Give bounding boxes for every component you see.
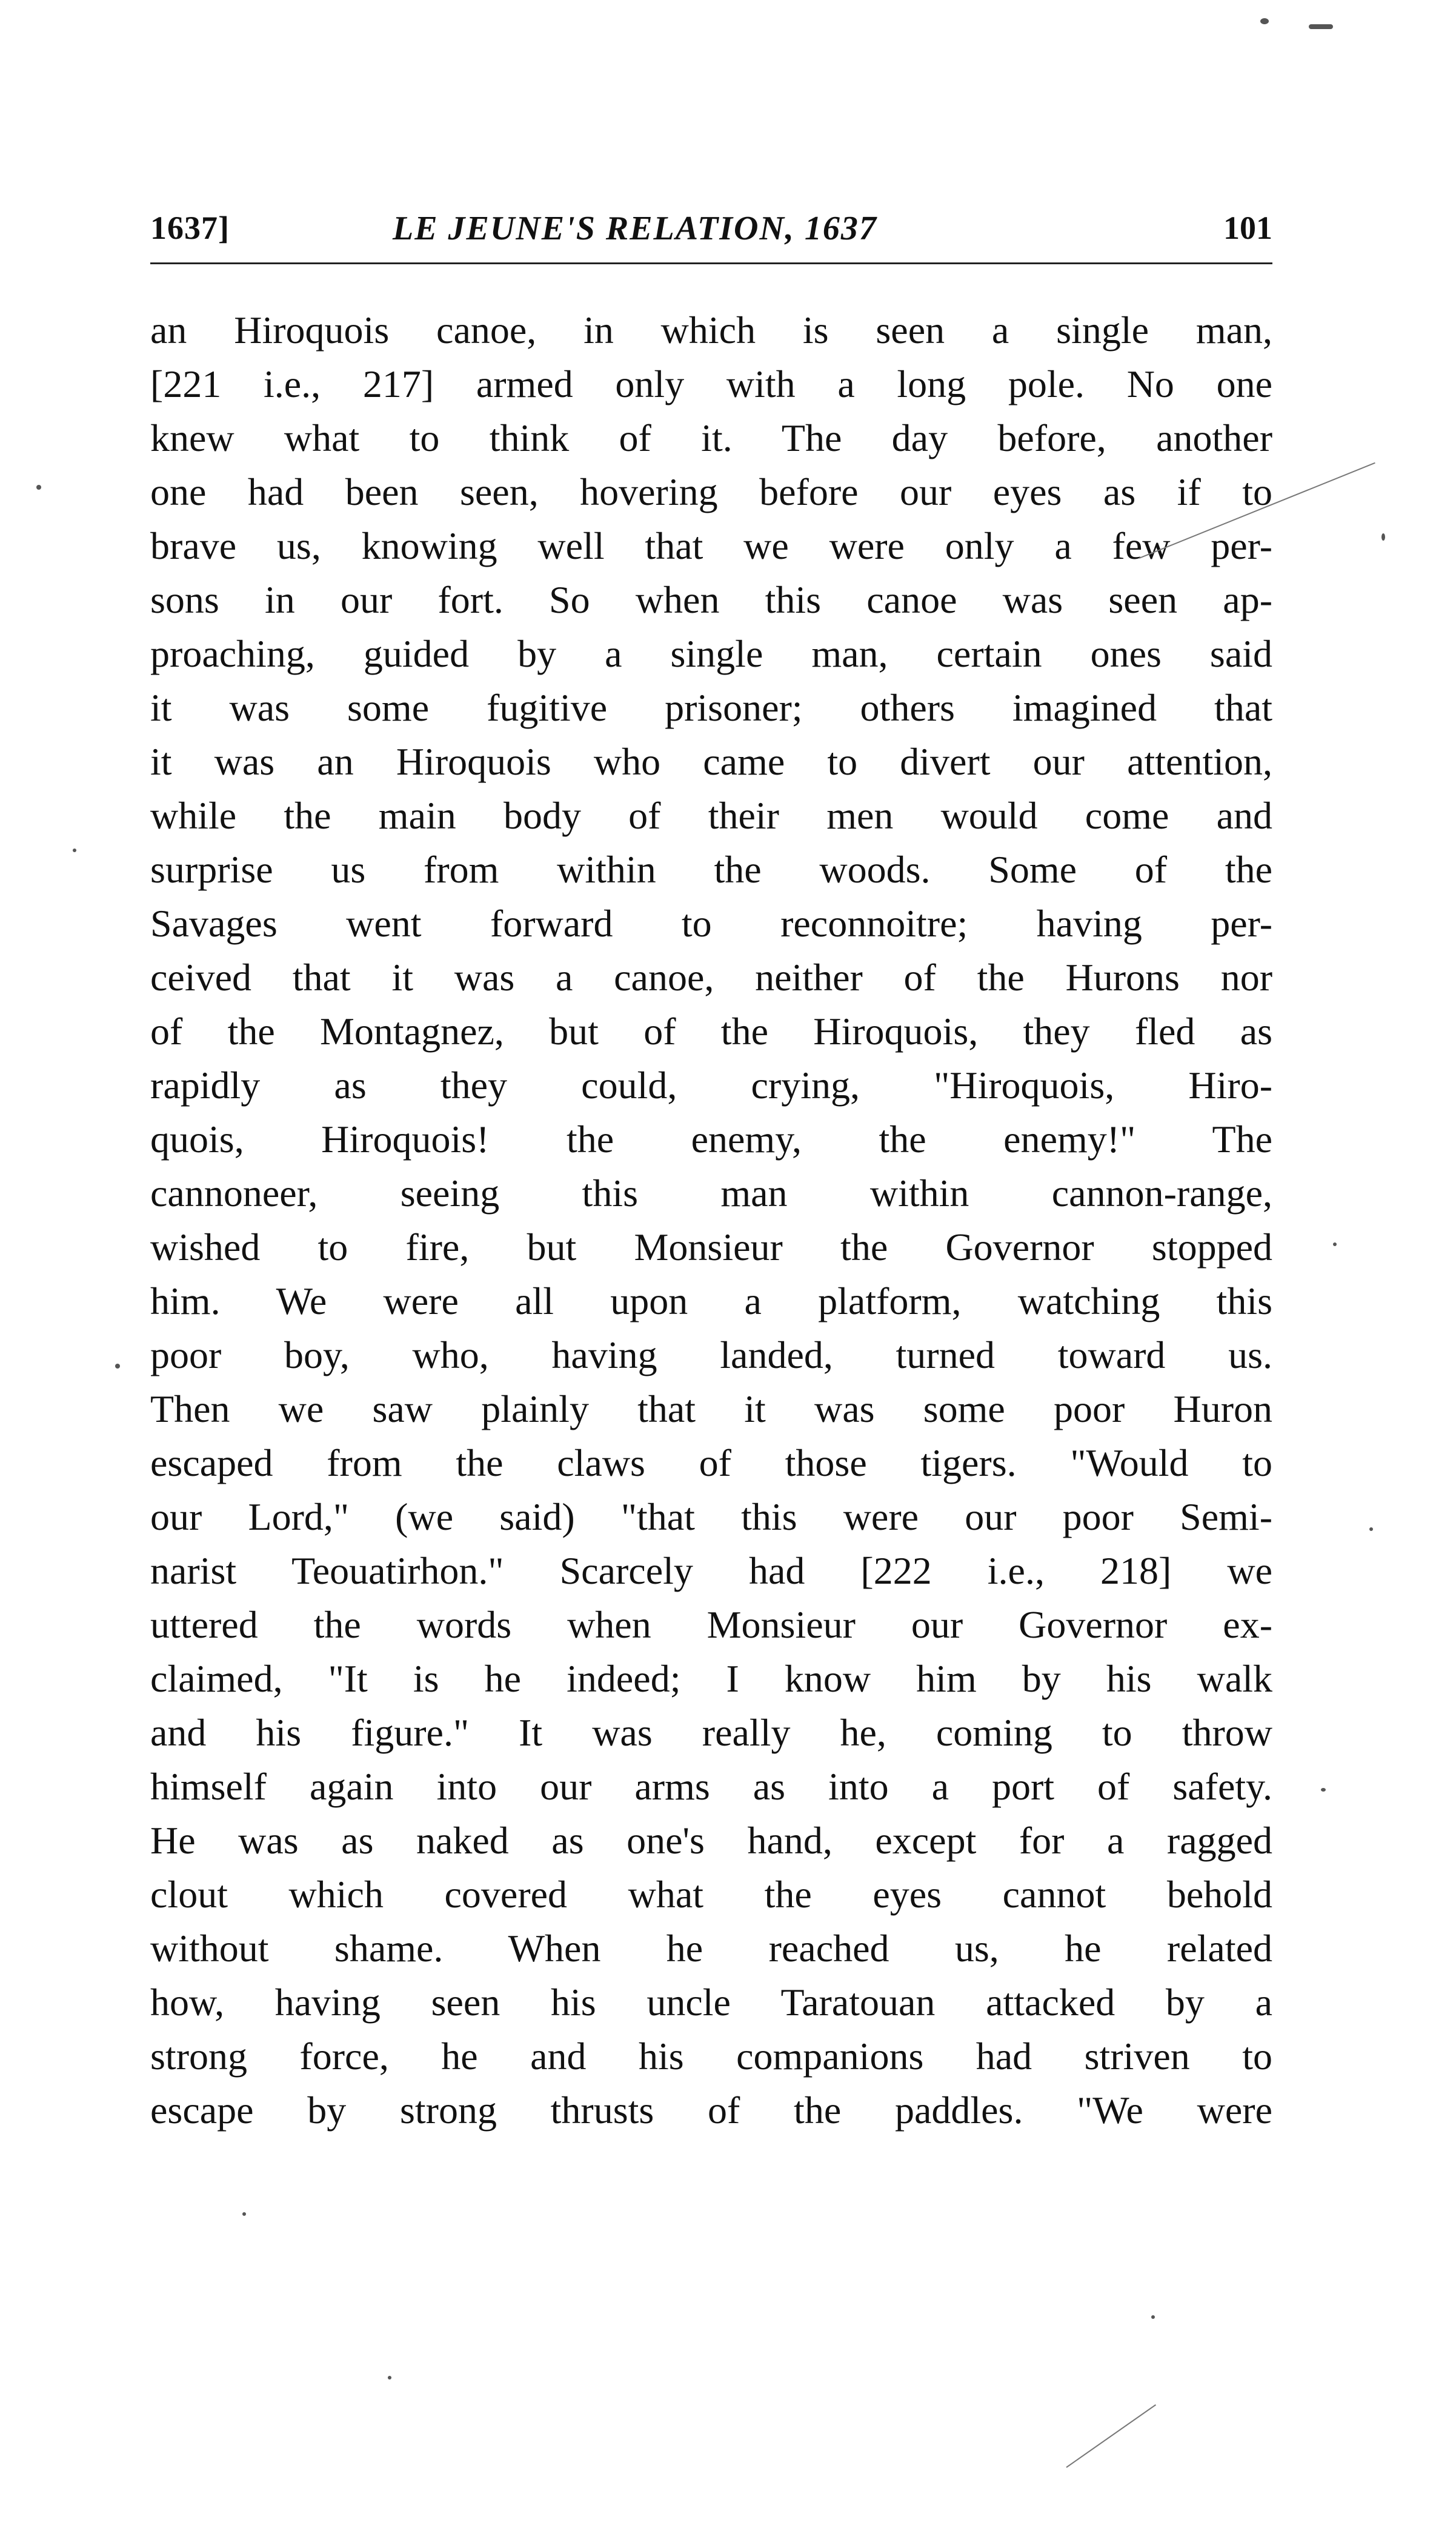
text-line: him. We were all upon a platform, watching this	[150, 1279, 1272, 1322]
scan-speck	[1381, 533, 1385, 541]
header-rule	[150, 262, 1272, 264]
text-line: an Hiroquois canoe, in which is seen a single man,	[150, 308, 1272, 352]
text-line: ceived that it was a canoe, neither of the Hurons nor	[150, 956, 1272, 999]
text-line: poor boy, who, having landed, turned toward us.	[150, 1333, 1272, 1376]
text-line: one had been seen, hovering before our eyes as if to	[150, 470, 1272, 513]
text-line: rapidly as they could, crying, "Hiroquois, Hiro-	[150, 1064, 1272, 1107]
text-line: of the Montagnez, but of the Hiroquois, they fled as	[150, 1010, 1272, 1053]
text-line: how, having seen his uncle Taratouan attacked by a	[150, 1981, 1272, 2024]
text-line: strong force, he and his companions had striven to	[150, 2035, 1272, 2078]
scan-speck	[388, 2376, 391, 2379]
running-head-year: 1637]	[150, 210, 230, 246]
scan-speck	[1321, 1788, 1326, 1792]
text-line: uttered the words when Monsieur our Governor ex-	[150, 1603, 1272, 1646]
text-line: He was as naked as one's hand, except for a ragged	[150, 1819, 1272, 1862]
text-line: it was some fugitive prisoner; others imagined that	[150, 686, 1272, 729]
text-line: while the main body of their men would come and	[150, 794, 1272, 837]
text-line: sons in our fort. So when this canoe was seen ap-	[150, 578, 1272, 621]
text-line: Savages went forward to reconnoitre; having per-	[150, 902, 1272, 945]
text-line: clout which covered what the eyes cannot behold	[150, 1873, 1272, 1916]
text-line: escaped from the claws of those tigers. "Would to	[150, 1441, 1272, 1484]
text-line: cannoneer, seeing this man within cannon-range,	[150, 1172, 1272, 1215]
text-line: proaching, guided by a single man, certain ones said	[150, 632, 1272, 675]
running-head-title: LE JEUNE'S RELATION, 1637	[393, 210, 877, 247]
text-line: knew what to think of it. The day before, another	[150, 416, 1272, 459]
text-line: surprise us from within the woods. Some of the	[150, 848, 1272, 891]
text-line: [221 i.e., 217] armed only with a long pole. No one	[150, 362, 1272, 405]
text-line: it was an Hiroquois who came to divert our attention,	[150, 740, 1272, 783]
scan-speck	[242, 2212, 246, 2216]
text-line: escape by strong thrusts of the paddles. "We were	[150, 2089, 1272, 2132]
text-line: our Lord," (we said) "that this were our poor Semi-	[150, 1495, 1272, 1538]
scan-speck	[1151, 2315, 1155, 2319]
scan-speck	[1333, 1242, 1337, 1246]
running-head	[150, 209, 1272, 258]
scan-speck	[73, 849, 76, 852]
page-number: 101	[1223, 210, 1272, 246]
scan-speck	[36, 485, 41, 490]
text-line: and his figure." It was really he, coming to throw	[150, 1711, 1272, 1754]
text-line: himself again into our arms as into a port of safety.	[150, 1765, 1272, 1808]
scan-speck	[115, 1364, 120, 1369]
scan-stroke	[1066, 2404, 1156, 2468]
scan-speck	[1309, 24, 1333, 29]
scan-speck	[1260, 18, 1269, 24]
body-text	[150, 303, 1272, 2137]
text-line: wished to fire, but Monsieur the Governor stopped	[150, 1225, 1272, 1269]
text-line: quois, Hiroquois! the enemy, the enemy!" The	[150, 1118, 1272, 1161]
text-line: claimed, "It is he indeed; I know him by his walk	[150, 1657, 1272, 1700]
text-line: narist Teouatirhon." Scarcely had [222 i.e., 218] we	[150, 1549, 1272, 1592]
text-line: brave us, knowing well that we were only a few per-	[150, 524, 1272, 567]
scan-speck	[1369, 1527, 1373, 1531]
text-line: without shame. When he reached us, he related	[150, 1927, 1272, 1970]
text-line: Then we saw plainly that it was some poor Huron	[150, 1387, 1272, 1430]
